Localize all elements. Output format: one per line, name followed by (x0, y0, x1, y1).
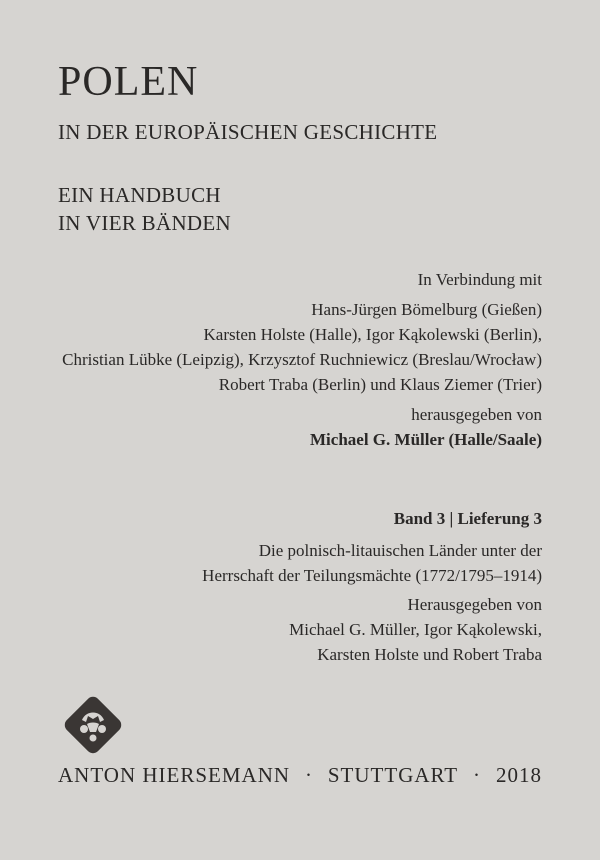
separator: · (473, 763, 482, 787)
hiersemann-logo-icon (60, 692, 126, 758)
volume-title-line: Herrschaft der Teilungsmächte (1772/1795–1914) (202, 566, 542, 585)
collaborator-line: Hans-Jürgen Bömelburg (Gießen) (311, 300, 542, 319)
volume-editors-line: Michael G. Müller, Igor Kąkolewski, (289, 620, 542, 639)
main-editor: Michael G. Müller (Halle/Saale) (310, 430, 542, 449)
volume-editors-intro: Herausgegeben von (407, 595, 542, 614)
publisher-line (58, 763, 542, 788)
collaborator-line: Christian Lübke (Leipzig), Krzysztof Ruchniewicz (Breslau/Wrocław) (62, 350, 542, 369)
collaborator-line: Robert Traba (Berlin) und Klaus Ziemer (Trier) (218, 375, 542, 394)
publisher-city: STUTTGART (327, 763, 459, 787)
volume-title-line: Die polnisch-litauischen Länder unter der (258, 541, 542, 560)
handbook-line-2: IN VIER BÄNDEN (58, 211, 231, 235)
publisher-name: ANTON HIERSEMANN (58, 763, 291, 787)
handbook-line-1: EIN HANDBUCH (58, 183, 221, 207)
editor-intro: herausgegeben von (411, 405, 542, 424)
series-subtitle: IN DER EUROPÄISCHEN GESCHICHTE (58, 120, 438, 144)
band-lieferung: Band 3 | Lieferung 3 (393, 509, 542, 528)
separator: · (304, 763, 313, 787)
volume-editors-line: Karsten Holste und Robert Traba (317, 645, 542, 664)
series-title: POLEN (58, 59, 199, 105)
publication-year: 2018 (495, 763, 542, 787)
collaborator-line: Karsten Holste (Halle), Igor Kąkolewski (Berlin), (203, 325, 542, 344)
collaboration-intro: In Verbindung mit (417, 270, 542, 289)
